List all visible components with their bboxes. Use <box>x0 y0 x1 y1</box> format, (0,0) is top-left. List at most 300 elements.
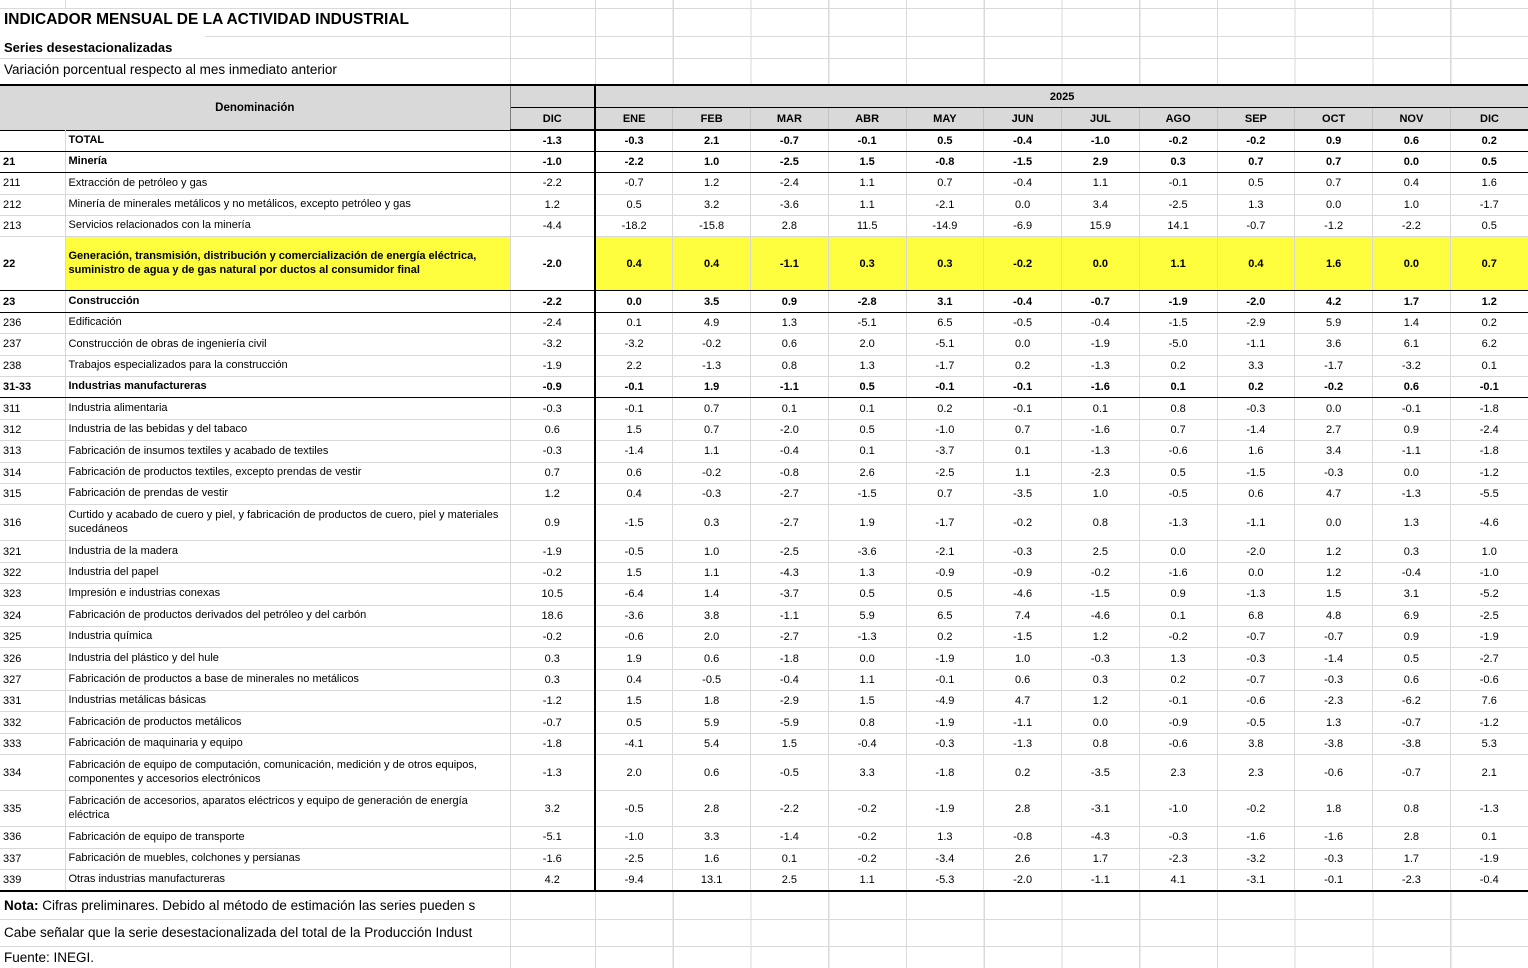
month-value-cell[interactable]: 4.7 <box>984 691 1062 712</box>
code-cell[interactable]: 325 <box>0 626 65 647</box>
month-value-cell[interactable]: -2.0 <box>1217 291 1295 312</box>
month-value-cell[interactable]: -1.3 <box>1062 441 1140 462</box>
month-value-cell[interactable]: -3.2 <box>1373 355 1451 376</box>
month-value-cell[interactable]: 1.9 <box>595 648 673 669</box>
month-value-cell[interactable]: 0.0 <box>1139 541 1217 562</box>
month-value-cell[interactable]: -4.3 <box>1062 827 1140 848</box>
month-value-cell[interactable]: 4.7 <box>1295 483 1373 504</box>
denominacion-cell[interactable]: TOTAL <box>65 130 510 151</box>
denominacion-cell[interactable]: Fabricación de maquinaria y equipo <box>65 733 510 754</box>
month-value-cell[interactable]: 2.1 <box>1450 755 1528 791</box>
month-value-cell[interactable]: 14.1 <box>1139 216 1217 237</box>
month-value-cell[interactable]: 1.8 <box>1295 791 1373 827</box>
month-value-cell[interactable]: 1.1 <box>984 462 1062 483</box>
month-value-cell[interactable]: 3.8 <box>673 605 751 626</box>
month-value-cell[interactable]: 0.0 <box>1295 505 1373 541</box>
code-cell[interactable]: 331 <box>0 691 65 712</box>
month-value-cell[interactable]: 0.1 <box>1062 398 1140 419</box>
month-value-cell[interactable]: 0.8 <box>1139 398 1217 419</box>
month-value-cell[interactable]: -1.0 <box>595 827 673 848</box>
month-value-cell[interactable]: -0.7 <box>1217 626 1295 647</box>
denominacion-cell[interactable]: Industria alimentaria <box>65 398 510 419</box>
prev-dec-value-cell[interactable]: 1.2 <box>510 483 595 504</box>
month-value-cell[interactable]: -6.2 <box>1373 691 1451 712</box>
month-value-cell[interactable]: -3.6 <box>595 605 673 626</box>
month-value-cell[interactable]: -3.4 <box>906 848 984 869</box>
month-value-cell[interactable]: -0.2 <box>984 505 1062 541</box>
month-value-cell[interactable]: -0.9 <box>984 562 1062 583</box>
month-value-cell[interactable]: -1.4 <box>751 827 829 848</box>
month-value-cell[interactable]: 1.2 <box>1062 626 1140 647</box>
month-value-cell[interactable]: 0.3 <box>828 237 906 291</box>
month-value-cell[interactable]: 0.1 <box>751 848 829 869</box>
prev-dec-value-cell[interactable]: -1.9 <box>510 355 595 376</box>
prev-dec-value-cell[interactable]: -1.9 <box>510 541 595 562</box>
month-value-cell[interactable]: 3.3 <box>1217 355 1295 376</box>
code-cell[interactable]: 31-33 <box>0 377 65 398</box>
month-value-cell[interactable]: 5.9 <box>828 605 906 626</box>
month-value-cell[interactable]: -1.1 <box>984 712 1062 733</box>
month-value-cell[interactable]: -0.6 <box>1139 733 1217 754</box>
month-value-cell[interactable]: 0.7 <box>1139 419 1217 440</box>
month-value-cell[interactable]: -0.1 <box>1295 870 1373 891</box>
month-value-cell[interactable]: -3.8 <box>1373 733 1451 754</box>
month-value-cell[interactable]: 0.7 <box>1450 237 1528 291</box>
month-value-cell[interactable]: 6.5 <box>906 605 984 626</box>
month-value-cell[interactable]: 0.7 <box>1217 151 1295 172</box>
month-value-cell[interactable]: -14.9 <box>906 216 984 237</box>
month-value-cell[interactable]: -3.1 <box>1062 791 1140 827</box>
month-value-cell[interactable]: -0.1 <box>906 377 984 398</box>
month-value-cell[interactable]: -0.2 <box>673 334 751 355</box>
month-value-cell[interactable]: -1.5 <box>828 483 906 504</box>
month-value-cell[interactable]: -0.1 <box>906 669 984 690</box>
month-value-cell[interactable]: 0.5 <box>595 712 673 733</box>
month-value-cell[interactable]: 4.8 <box>1295 605 1373 626</box>
month-value-cell[interactable]: 1.1 <box>828 870 906 891</box>
prev-dec-value-cell[interactable]: -0.3 <box>510 441 595 462</box>
month-value-cell[interactable]: -1.9 <box>906 712 984 733</box>
denominacion-cell[interactable]: Industria de la madera <box>65 541 510 562</box>
month-value-cell[interactable]: -1.8 <box>1450 441 1528 462</box>
month-value-cell[interactable]: -0.8 <box>906 151 984 172</box>
month-value-cell[interactable]: 1.3 <box>1373 505 1451 541</box>
month-value-cell[interactable]: -1.5 <box>1217 462 1295 483</box>
denominacion-cell[interactable]: Trabajos especializados para la construcción <box>65 355 510 376</box>
month-value-cell[interactable]: 1.6 <box>1295 237 1373 291</box>
month-value-cell[interactable]: 7.4 <box>984 605 1062 626</box>
month-value-cell[interactable]: 1.2 <box>673 173 751 194</box>
month-value-cell[interactable]: -3.7 <box>751 584 829 605</box>
month-value-cell[interactable]: 0.4 <box>595 237 673 291</box>
month-value-cell[interactable]: 0.8 <box>828 712 906 733</box>
month-value-cell[interactable]: -0.1 <box>1373 398 1451 419</box>
month-value-cell[interactable]: 1.0 <box>673 541 751 562</box>
month-value-cell[interactable]: 0.6 <box>1373 669 1451 690</box>
month-value-cell[interactable]: -0.2 <box>828 827 906 848</box>
month-value-cell[interactable]: 0.5 <box>828 584 906 605</box>
month-value-cell[interactable]: -3.8 <box>1295 733 1373 754</box>
month-value-cell[interactable]: 0.9 <box>1295 130 1373 151</box>
month-value-cell[interactable]: 0.0 <box>828 648 906 669</box>
month-value-cell[interactable]: -9.4 <box>595 870 673 891</box>
month-value-cell[interactable]: -0.3 <box>1062 648 1140 669</box>
month-value-cell[interactable]: 0.3 <box>673 505 751 541</box>
month-value-cell[interactable]: 4.9 <box>673 312 751 333</box>
month-value-cell[interactable]: -1.0 <box>1139 791 1217 827</box>
month-value-cell[interactable]: -0.2 <box>673 462 751 483</box>
month-value-cell[interactable]: 0.6 <box>751 334 829 355</box>
month-value-cell[interactable]: -2.4 <box>751 173 829 194</box>
month-value-cell[interactable]: 0.7 <box>673 398 751 419</box>
month-value-cell[interactable]: -2.7 <box>751 626 829 647</box>
month-value-cell[interactable]: -1.4 <box>595 441 673 462</box>
month-value-cell[interactable]: 6.5 <box>906 312 984 333</box>
month-value-cell[interactable]: -0.4 <box>828 733 906 754</box>
month-value-cell[interactable]: 3.6 <box>1295 334 1373 355</box>
month-value-cell[interactable]: -0.7 <box>1062 291 1140 312</box>
month-value-cell[interactable]: -4.1 <box>595 733 673 754</box>
month-value-cell[interactable]: -0.1 <box>595 398 673 419</box>
month-value-cell[interactable]: 1.1 <box>1139 237 1217 291</box>
month-value-cell[interactable]: -15.8 <box>673 216 751 237</box>
month-value-cell[interactable]: -3.2 <box>1217 848 1295 869</box>
month-value-cell[interactable]: 0.0 <box>1062 712 1140 733</box>
month-value-cell[interactable]: 2.0 <box>595 755 673 791</box>
month-value-cell[interactable]: 4.1 <box>1139 870 1217 891</box>
month-value-cell[interactable]: -2.1 <box>906 194 984 215</box>
month-value-cell[interactable]: 1.5 <box>595 691 673 712</box>
month-value-cell[interactable]: 1.3 <box>828 562 906 583</box>
month-value-cell[interactable]: 0.6 <box>1373 130 1451 151</box>
month-value-cell[interactable]: 3.5 <box>673 291 751 312</box>
month-value-cell[interactable]: -5.2 <box>1450 584 1528 605</box>
month-value-cell[interactable]: 1.3 <box>1295 712 1373 733</box>
month-value-cell[interactable]: -1.5 <box>984 626 1062 647</box>
month-header-cell[interactable]: OCT <box>1295 108 1373 131</box>
prev-dec-value-cell[interactable]: 0.6 <box>510 419 595 440</box>
prev-dec-value-cell[interactable]: -5.1 <box>510 827 595 848</box>
month-value-cell[interactable]: -2.5 <box>751 541 829 562</box>
denominacion-cell[interactable]: Industria del papel <box>65 562 510 583</box>
month-value-cell[interactable]: -1.6 <box>1217 827 1295 848</box>
month-value-cell[interactable]: 0.8 <box>1062 505 1140 541</box>
code-cell[interactable]: 332 <box>0 712 65 733</box>
month-value-cell[interactable]: 0.1 <box>1139 605 1217 626</box>
month-value-cell[interactable]: -0.6 <box>1217 691 1295 712</box>
prev-dec-value-cell[interactable]: 1.2 <box>510 194 595 215</box>
month-value-cell[interactable]: -1.6 <box>1062 419 1140 440</box>
month-value-cell[interactable]: 6.1 <box>1373 334 1451 355</box>
month-value-cell[interactable]: 0.1 <box>1450 355 1528 376</box>
month-value-cell[interactable]: 0.7 <box>984 419 1062 440</box>
month-value-cell[interactable]: 2.1 <box>673 130 751 151</box>
month-value-cell[interactable]: 1.1 <box>828 194 906 215</box>
denominacion-cell[interactable]: Fabricación de insumos textiles y acabado de textiles <box>65 441 510 462</box>
month-value-cell[interactable]: 2.5 <box>1062 541 1140 562</box>
prev-dec-value-cell[interactable]: 0.3 <box>510 648 595 669</box>
month-value-cell[interactable]: -0.4 <box>751 669 829 690</box>
month-value-cell[interactable]: -1.6 <box>1062 377 1140 398</box>
month-value-cell[interactable]: 1.0 <box>984 648 1062 669</box>
month-value-cell[interactable]: 1.2 <box>1295 562 1373 583</box>
month-value-cell[interactable]: 0.1 <box>751 398 829 419</box>
month-value-cell[interactable]: -1.1 <box>1373 441 1451 462</box>
month-value-cell[interactable]: 0.7 <box>1295 151 1373 172</box>
month-value-cell[interactable]: -1.2 <box>1295 216 1373 237</box>
month-value-cell[interactable]: -5.0 <box>1139 334 1217 355</box>
month-value-cell[interactable]: -5.1 <box>906 334 984 355</box>
month-value-cell[interactable]: -0.3 <box>1139 827 1217 848</box>
denominacion-cell[interactable]: Fabricación de prendas de vestir <box>65 483 510 504</box>
month-value-cell[interactable]: -4.6 <box>984 584 1062 605</box>
month-value-cell[interactable]: 0.0 <box>1373 462 1451 483</box>
month-value-cell[interactable]: 0.5 <box>1217 173 1295 194</box>
prev-dec-value-cell[interactable]: -1.8 <box>510 733 595 754</box>
prev-dec-value-cell[interactable]: -4.4 <box>510 216 595 237</box>
month-value-cell[interactable]: 0.1 <box>1139 377 1217 398</box>
month-value-cell[interactable]: -1.5 <box>1062 584 1140 605</box>
month-value-cell[interactable]: -1.3 <box>673 355 751 376</box>
code-cell[interactable]: 339 <box>0 870 65 891</box>
month-value-cell[interactable]: -1.3 <box>828 626 906 647</box>
month-value-cell[interactable]: 0.8 <box>751 355 829 376</box>
denominacion-cell[interactable]: Edificación <box>65 312 510 333</box>
month-value-cell[interactable]: 0.0 <box>984 194 1062 215</box>
prev-dec-value-cell[interactable]: 10.5 <box>510 584 595 605</box>
denominacion-cell[interactable]: Construcción <box>65 291 510 312</box>
month-value-cell[interactable]: -1.9 <box>906 791 984 827</box>
month-value-cell[interactable]: 2.6 <box>828 462 906 483</box>
month-value-cell[interactable]: -1.9 <box>1139 291 1217 312</box>
month-value-cell[interactable]: -1.1 <box>751 237 829 291</box>
month-value-cell[interactable]: 2.7 <box>1295 419 1373 440</box>
month-value-cell[interactable]: 0.3 <box>1139 151 1217 172</box>
month-value-cell[interactable]: 0.1 <box>984 441 1062 462</box>
month-value-cell[interactable]: -1.3 <box>984 733 1062 754</box>
month-value-cell[interactable]: 13.1 <box>673 870 751 891</box>
month-value-cell[interactable]: 1.1 <box>1062 173 1140 194</box>
month-value-cell[interactable]: -1.2 <box>1450 462 1528 483</box>
month-value-cell[interactable]: -0.3 <box>984 541 1062 562</box>
month-value-cell[interactable]: 0.8 <box>1062 733 1140 754</box>
denominacion-cell[interactable]: Fabricación de productos textiles, excepto prendas de vestir <box>65 462 510 483</box>
month-value-cell[interactable]: -0.4 <box>751 441 829 462</box>
month-value-cell[interactable]: 1.0 <box>1373 194 1451 215</box>
month-value-cell[interactable]: 0.5 <box>1450 151 1528 172</box>
month-value-cell[interactable]: 0.1 <box>1450 827 1528 848</box>
month-value-cell[interactable]: -0.7 <box>1295 626 1373 647</box>
month-value-cell[interactable]: 1.6 <box>673 848 751 869</box>
denominacion-cell[interactable]: Fabricación de equipo de computación, comunicación, medición y de otros equipos, componentes y accesorios electrónicos <box>65 755 510 791</box>
month-value-cell[interactable]: -0.9 <box>906 562 984 583</box>
code-cell[interactable]: 326 <box>0 648 65 669</box>
month-header-cell[interactable]: FEB <box>673 108 751 131</box>
month-value-cell[interactable]: -1.1 <box>1217 334 1295 355</box>
code-cell[interactable]: 23 <box>0 291 65 312</box>
month-value-cell[interactable]: -0.7 <box>1373 712 1451 733</box>
code-cell[interactable]: 321 <box>0 541 65 562</box>
month-value-cell[interactable]: -0.3 <box>595 130 673 151</box>
month-value-cell[interactable]: 0.5 <box>906 584 984 605</box>
month-value-cell[interactable]: 0.2 <box>1139 355 1217 376</box>
prev-dec-value-cell[interactable]: 0.7 <box>510 462 595 483</box>
code-cell[interactable]: 337 <box>0 848 65 869</box>
month-value-cell[interactable]: 0.0 <box>595 291 673 312</box>
month-value-cell[interactable]: -1.4 <box>1295 648 1373 669</box>
month-value-cell[interactable]: -2.2 <box>595 151 673 172</box>
month-value-cell[interactable]: 1.7 <box>1373 291 1451 312</box>
month-value-cell[interactable]: 5.9 <box>1295 312 1373 333</box>
month-value-cell[interactable]: -1.2 <box>1450 712 1528 733</box>
denominacion-cell[interactable]: Industrias manufactureras <box>65 377 510 398</box>
month-value-cell[interactable]: -1.0 <box>1450 562 1528 583</box>
month-value-cell[interactable]: -0.2 <box>984 237 1062 291</box>
prev-dec-value-cell[interactable]: 0.3 <box>510 669 595 690</box>
month-value-cell[interactable]: 1.8 <box>673 691 751 712</box>
month-value-cell[interactable]: 3.2 <box>673 194 751 215</box>
month-value-cell[interactable]: -3.5 <box>984 483 1062 504</box>
month-value-cell[interactable]: -0.4 <box>1373 562 1451 583</box>
month-value-cell[interactable]: 0.2 <box>1139 669 1217 690</box>
month-value-cell[interactable]: 1.3 <box>1139 648 1217 669</box>
month-value-cell[interactable]: 2.8 <box>751 216 829 237</box>
month-value-cell[interactable]: -1.3 <box>1062 355 1140 376</box>
month-value-cell[interactable]: -2.5 <box>906 462 984 483</box>
month-value-cell[interactable]: 2.9 <box>1062 151 1140 172</box>
month-value-cell[interactable]: 0.6 <box>984 669 1062 690</box>
month-value-cell[interactable]: 2.6 <box>984 848 1062 869</box>
month-value-cell[interactable]: -0.3 <box>1295 669 1373 690</box>
code-cell[interactable]: 335 <box>0 791 65 827</box>
month-value-cell[interactable]: 5.3 <box>1450 733 1528 754</box>
month-value-cell[interactable]: 3.4 <box>1295 441 1373 462</box>
month-value-cell[interactable]: -2.8 <box>828 291 906 312</box>
month-value-cell[interactable]: -1.1 <box>1217 505 1295 541</box>
month-value-cell[interactable]: -2.0 <box>984 870 1062 891</box>
month-value-cell[interactable]: 0.2 <box>906 626 984 647</box>
month-value-cell[interactable]: -2.7 <box>751 505 829 541</box>
prev-dec-value-cell[interactable]: 18.6 <box>510 605 595 626</box>
month-value-cell[interactable]: -1.5 <box>595 505 673 541</box>
month-value-cell[interactable]: -1.5 <box>1139 312 1217 333</box>
month-value-cell[interactable]: 0.9 <box>1139 584 1217 605</box>
month-value-cell[interactable]: -3.6 <box>828 541 906 562</box>
denominacion-cell[interactable]: Fabricación de equipo de transporte <box>65 827 510 848</box>
month-value-cell[interactable]: -0.3 <box>1217 648 1295 669</box>
month-value-cell[interactable]: -1.6 <box>1295 827 1373 848</box>
month-value-cell[interactable]: -1.3 <box>1139 505 1217 541</box>
month-header-cell[interactable]: AGO <box>1139 108 1217 131</box>
month-value-cell[interactable]: 0.0 <box>1373 237 1451 291</box>
month-value-cell[interactable]: 2.8 <box>984 791 1062 827</box>
month-value-cell[interactable]: 0.7 <box>906 483 984 504</box>
month-value-cell[interactable]: -0.7 <box>1373 755 1451 791</box>
code-cell[interactable]: 333 <box>0 733 65 754</box>
prev-dec-value-cell[interactable]: -2.0 <box>510 237 595 291</box>
month-value-cell[interactable]: -0.2 <box>1062 562 1140 583</box>
month-value-cell[interactable]: 0.6 <box>595 462 673 483</box>
month-value-cell[interactable]: -0.9 <box>1139 712 1217 733</box>
month-value-cell[interactable]: -5.9 <box>751 712 829 733</box>
month-value-cell[interactable]: 0.3 <box>1062 669 1140 690</box>
month-value-cell[interactable]: -2.3 <box>1373 870 1451 891</box>
month-value-cell[interactable]: -0.6 <box>595 626 673 647</box>
month-value-cell[interactable]: 0.5 <box>1139 462 1217 483</box>
month-header-cell[interactable]: JUL <box>1062 108 1140 131</box>
month-value-cell[interactable]: -1.1 <box>751 377 829 398</box>
month-value-cell[interactable]: -0.1 <box>828 130 906 151</box>
month-value-cell[interactable]: -1.1 <box>751 605 829 626</box>
month-value-cell[interactable]: -1.8 <box>906 755 984 791</box>
month-value-cell[interactable]: -2.7 <box>751 483 829 504</box>
month-value-cell[interactable]: -0.3 <box>673 483 751 504</box>
month-value-cell[interactable]: -2.5 <box>751 151 829 172</box>
code-cell[interactable]: 237 <box>0 334 65 355</box>
month-value-cell[interactable]: 0.1 <box>595 312 673 333</box>
prev-dec-value-cell[interactable]: -0.2 <box>510 626 595 647</box>
month-value-cell[interactable]: -6.4 <box>595 584 673 605</box>
month-value-cell[interactable]: -0.5 <box>984 312 1062 333</box>
prev-dec-value-cell[interactable]: -1.6 <box>510 848 595 869</box>
month-value-cell[interactable]: -1.1 <box>1062 870 1140 891</box>
month-value-cell[interactable]: 0.6 <box>673 648 751 669</box>
code-cell[interactable]: 238 <box>0 355 65 376</box>
month-value-cell[interactable]: 0.4 <box>673 237 751 291</box>
month-value-cell[interactable]: 2.2 <box>595 355 673 376</box>
month-value-cell[interactable]: -0.6 <box>1139 441 1217 462</box>
month-value-cell[interactable]: 1.6 <box>1450 173 1528 194</box>
month-value-cell[interactable]: 0.5 <box>1373 648 1451 669</box>
month-value-cell[interactable]: 1.1 <box>828 173 906 194</box>
month-value-cell[interactable]: 3.3 <box>673 827 751 848</box>
code-cell[interactable]: 323 <box>0 584 65 605</box>
month-header-cell[interactable]: ENE <box>595 108 673 131</box>
month-value-cell[interactable]: 1.5 <box>595 562 673 583</box>
month-value-cell[interactable]: 0.5 <box>828 419 906 440</box>
month-value-cell[interactable]: -1.3 <box>1373 483 1451 504</box>
denominacion-cell[interactable]: Construcción de obras de ingeniería civil <box>65 334 510 355</box>
prev-dec-value-cell[interactable]: 3.2 <box>510 791 595 827</box>
month-value-cell[interactable]: -1.0 <box>1062 130 1140 151</box>
code-cell[interactable]: 21 <box>0 151 65 172</box>
month-value-cell[interactable]: -1.5 <box>984 151 1062 172</box>
month-value-cell[interactable]: 2.3 <box>1217 755 1295 791</box>
month-value-cell[interactable]: -0.2 <box>1217 791 1295 827</box>
code-cell[interactable]: 236 <box>0 312 65 333</box>
denominacion-cell[interactable]: Minería de minerales metálicos y no metálicos, excepto petróleo y gas <box>65 194 510 215</box>
month-value-cell[interactable]: 15.9 <box>1062 216 1140 237</box>
month-value-cell[interactable]: 1.0 <box>1062 483 1140 504</box>
month-value-cell[interactable]: -0.1 <box>984 377 1062 398</box>
month-header-cell[interactable]: SEP <box>1217 108 1295 131</box>
month-value-cell[interactable]: -0.2 <box>1295 377 1373 398</box>
month-value-cell[interactable]: -18.2 <box>595 216 673 237</box>
month-value-cell[interactable]: 0.0 <box>1062 237 1140 291</box>
denominacion-cell[interactable]: Impresión e industrias conexas <box>65 584 510 605</box>
month-value-cell[interactable]: 5.4 <box>673 733 751 754</box>
month-value-cell[interactable]: 1.5 <box>751 733 829 754</box>
month-value-cell[interactable]: -0.8 <box>751 462 829 483</box>
month-value-cell[interactable]: -0.4 <box>1062 312 1140 333</box>
month-value-cell[interactable]: 0.0 <box>1217 562 1295 583</box>
month-value-cell[interactable]: 1.4 <box>673 584 751 605</box>
prev-dec-value-cell[interactable]: 0.9 <box>510 505 595 541</box>
month-value-cell[interactable]: 5.9 <box>673 712 751 733</box>
month-value-cell[interactable]: -3.2 <box>595 334 673 355</box>
code-cell[interactable]: 213 <box>0 216 65 237</box>
month-value-cell[interactable]: -1.6 <box>1139 562 1217 583</box>
